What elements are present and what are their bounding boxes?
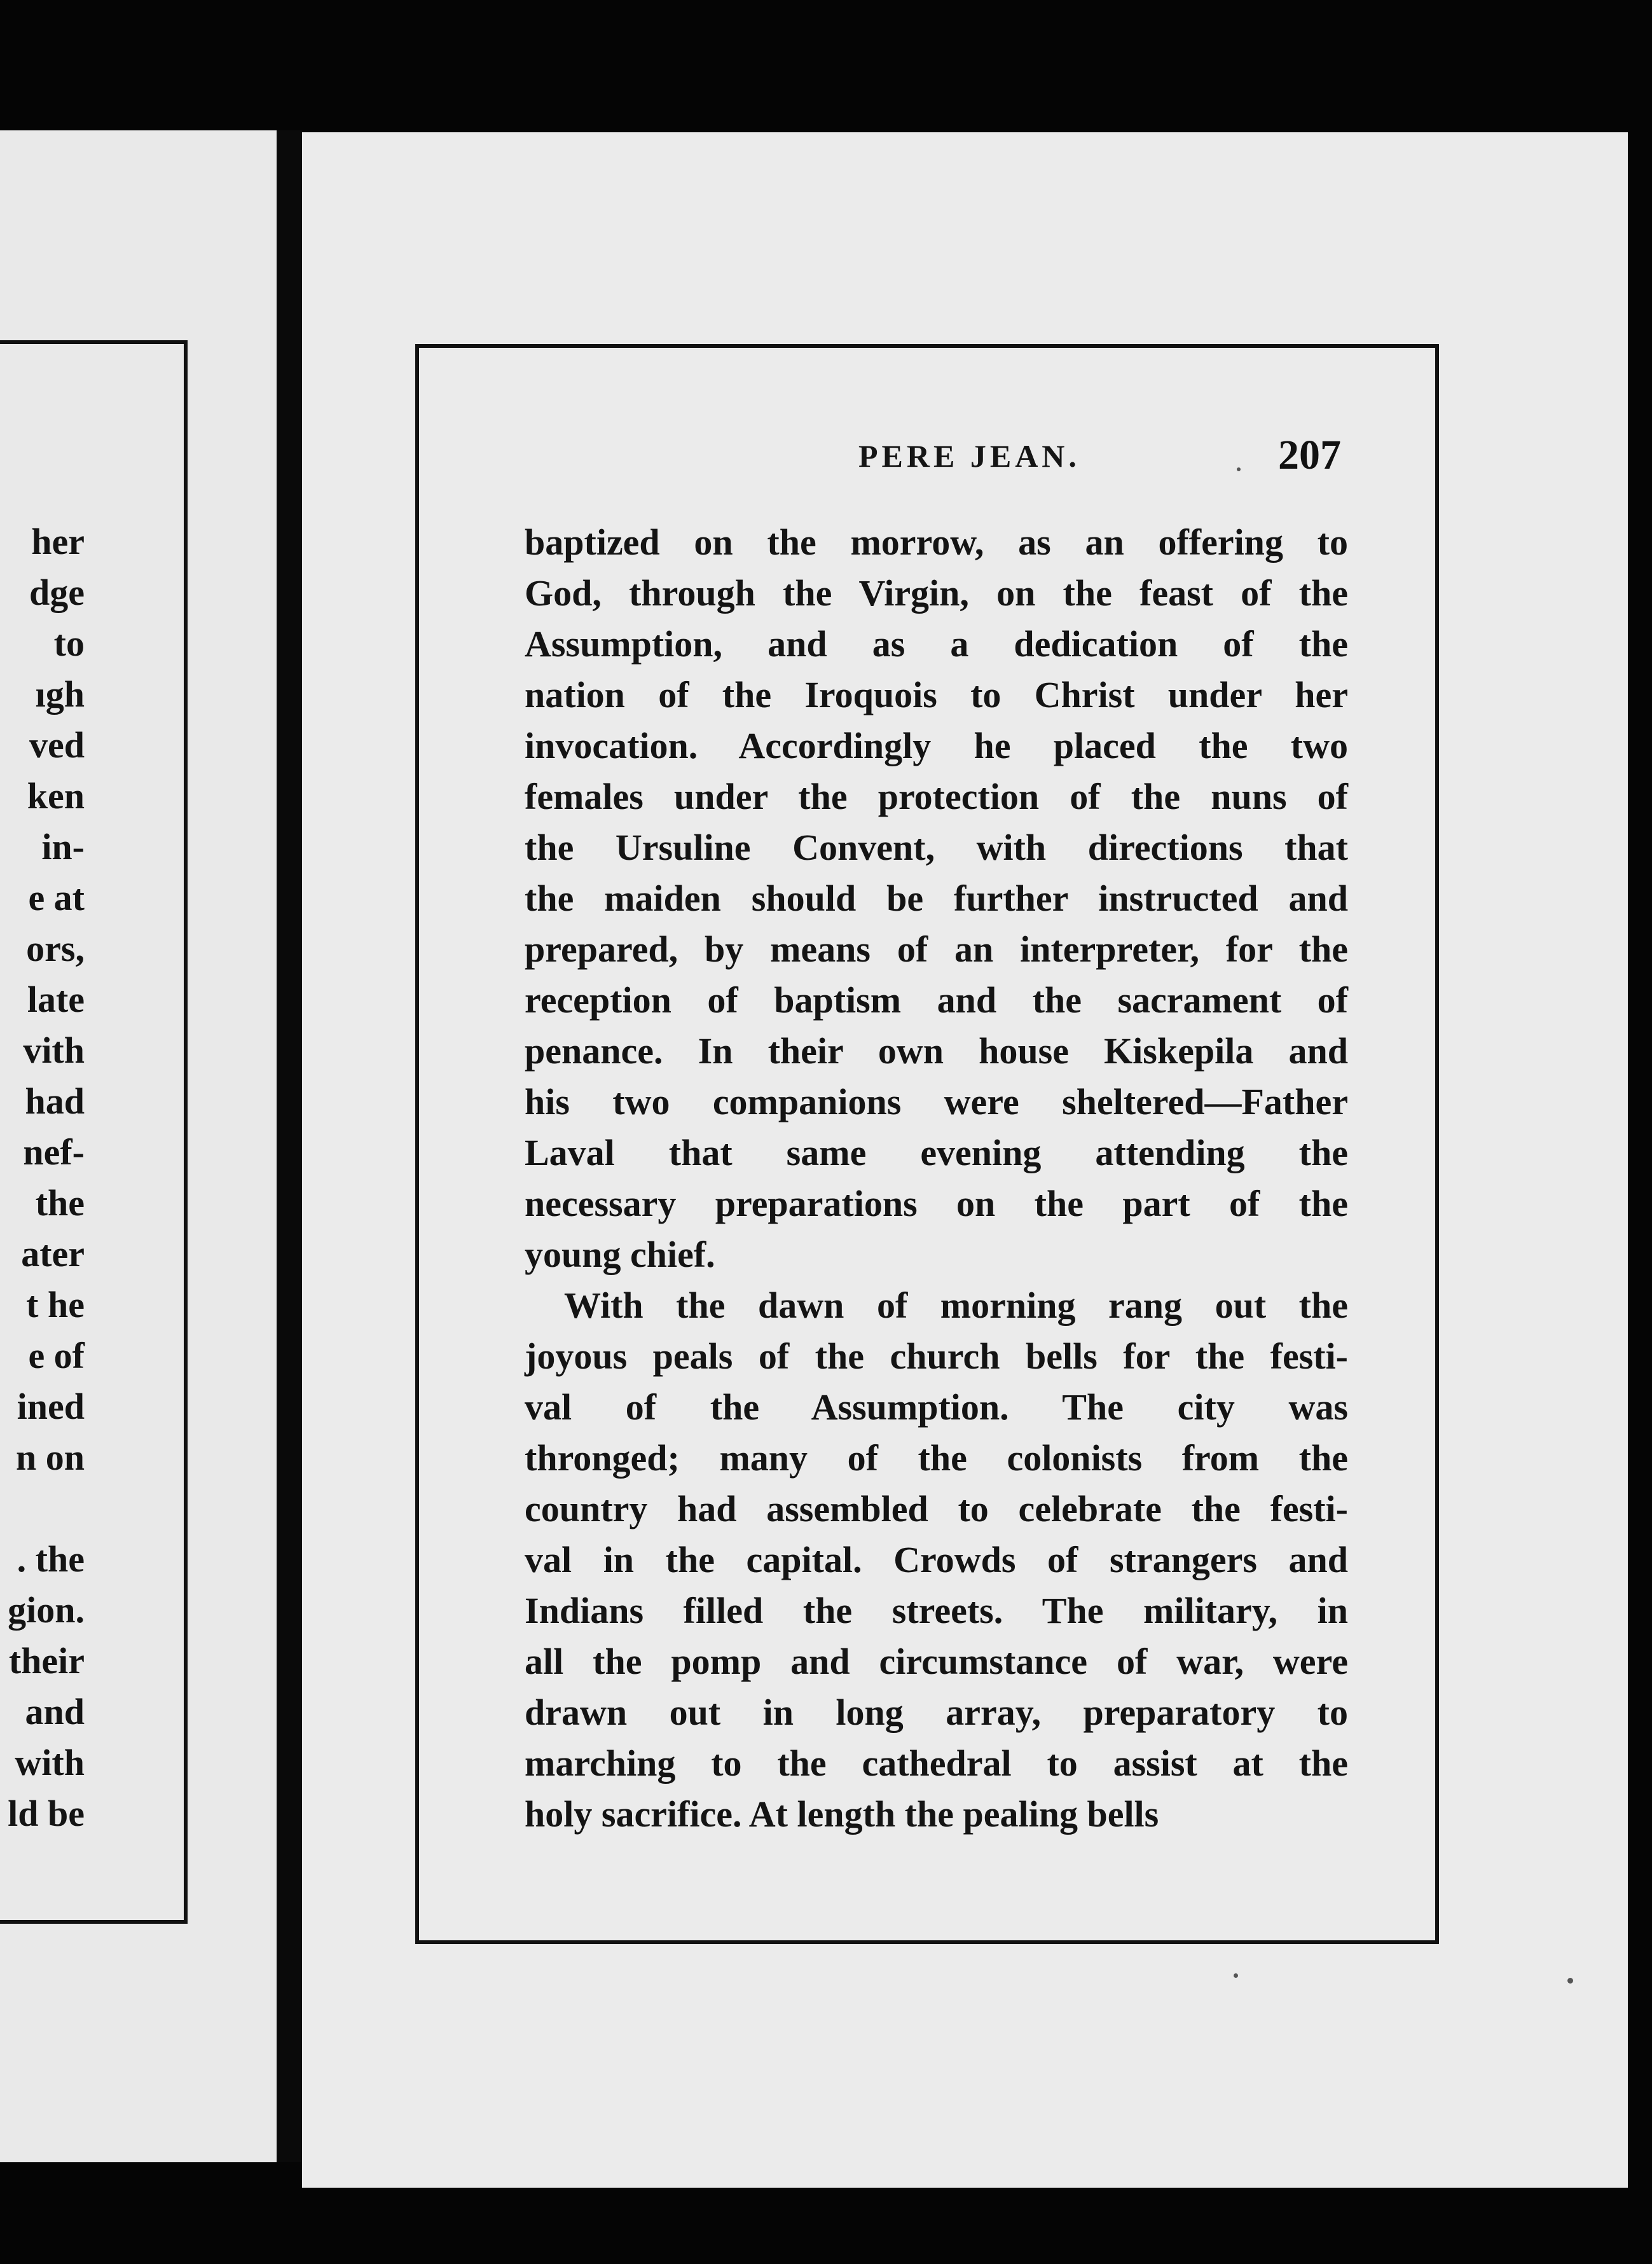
previous-page-line-ending: ld be xyxy=(8,1793,85,1834)
text-line: prepared, by means of an interpreter, for the xyxy=(525,928,1348,970)
text-line: holy sacrifice. At length the pealing bells xyxy=(525,1793,1159,1835)
text-line: the Ursuline Convent, with directions that xyxy=(525,827,1348,868)
text-line: thronged; many of the colonists from the xyxy=(525,1437,1348,1479)
text-line: invocation. Accordingly he placed the two xyxy=(525,725,1348,766)
text-line: young chief. xyxy=(525,1234,715,1275)
previous-page-line-ending: with xyxy=(15,1742,85,1783)
previous-page-line-ending: their xyxy=(8,1640,85,1681)
previous-page-line-ending: gion. xyxy=(8,1589,85,1631)
previous-page-line-ending: to xyxy=(53,623,85,664)
previous-page-line-ending: ined xyxy=(17,1386,85,1427)
previous-page-line-ending: ken xyxy=(27,775,85,817)
previous-page-line-ending: nef- xyxy=(23,1131,85,1173)
text-line: Laval that same evening attending the xyxy=(525,1132,1348,1173)
previous-page-line-ending: and xyxy=(25,1691,85,1732)
text-line: val of the Assumption. The city was xyxy=(525,1386,1348,1428)
previous-page-line-ending: dge xyxy=(29,572,85,613)
text-line: joyous peals of the church bells for the festi- xyxy=(525,1336,1348,1377)
previous-page-line-ending: ors, xyxy=(26,928,85,969)
text-line: all the pomp and circumstance of war, were xyxy=(525,1641,1348,1682)
scan-speck xyxy=(1237,467,1241,471)
text-line: females under the protection of the nuns of xyxy=(525,776,1348,817)
previous-page-line-ending: late xyxy=(27,979,85,1020)
running-head: PERE JEAN. xyxy=(858,438,1080,474)
previous-page-line-ending: her xyxy=(31,521,85,562)
text-line: country had assembled to celebrate the festi- xyxy=(525,1488,1348,1529)
previous-page-line-ending: vith xyxy=(23,1030,85,1071)
text-line: nation of the Iroquois to Christ under her xyxy=(525,674,1348,715)
previous-page-line-ending: had xyxy=(25,1080,85,1122)
text-line: Indians filled the streets. The military, in xyxy=(525,1590,1348,1631)
body-text xyxy=(525,517,1348,1840)
text-line: reception of baptism and the sacrament of xyxy=(525,979,1348,1021)
text-line: his two companions were sheltered—Father xyxy=(525,1081,1348,1122)
text-line: With the dawn of morning rang out the xyxy=(564,1285,1348,1326)
current-page xyxy=(302,132,1628,2188)
previous-page-line-ending: t he xyxy=(26,1284,85,1325)
scan-speck xyxy=(1234,1973,1238,1978)
text-line: the maiden should be further instructed and xyxy=(525,878,1348,919)
text-line: penance. In their own house Kiskepila and xyxy=(525,1030,1348,1072)
previous-page-line-ending: ater xyxy=(21,1233,85,1274)
text-line: Assumption, and as a dedication of the xyxy=(525,623,1348,665)
previous-page-fragment xyxy=(0,130,277,2162)
page-number: 207 xyxy=(1278,432,1341,478)
text-line: val in the capital. Crowds of strangers and xyxy=(525,1539,1348,1580)
previous-page-line-ending: the xyxy=(35,1182,85,1224)
text-line: baptized on the morrow, as an offering to xyxy=(525,521,1348,563)
text-line: marching to the cathedral to assist at the xyxy=(525,1743,1348,1784)
scan-speck xyxy=(1567,1978,1573,1984)
previous-page-line-ending: e of xyxy=(28,1335,85,1376)
previous-page-line-ending: in- xyxy=(41,826,85,867)
binding-gutter xyxy=(277,130,302,2162)
previous-page-line-ending: ıgh xyxy=(35,673,85,715)
previous-page-line-ending: ved xyxy=(29,724,85,766)
previous-page-line-ending: e at xyxy=(28,877,85,918)
previous-page-line-ending: n on xyxy=(15,1437,85,1478)
text-line: necessary preparations on the part of the xyxy=(525,1183,1348,1224)
previous-page-line-ending: . the xyxy=(17,1538,85,1580)
text-line: drawn out in long array, preparatory to xyxy=(525,1692,1348,1733)
text-line: God, through the Virgin, on the feast of the xyxy=(525,572,1348,614)
